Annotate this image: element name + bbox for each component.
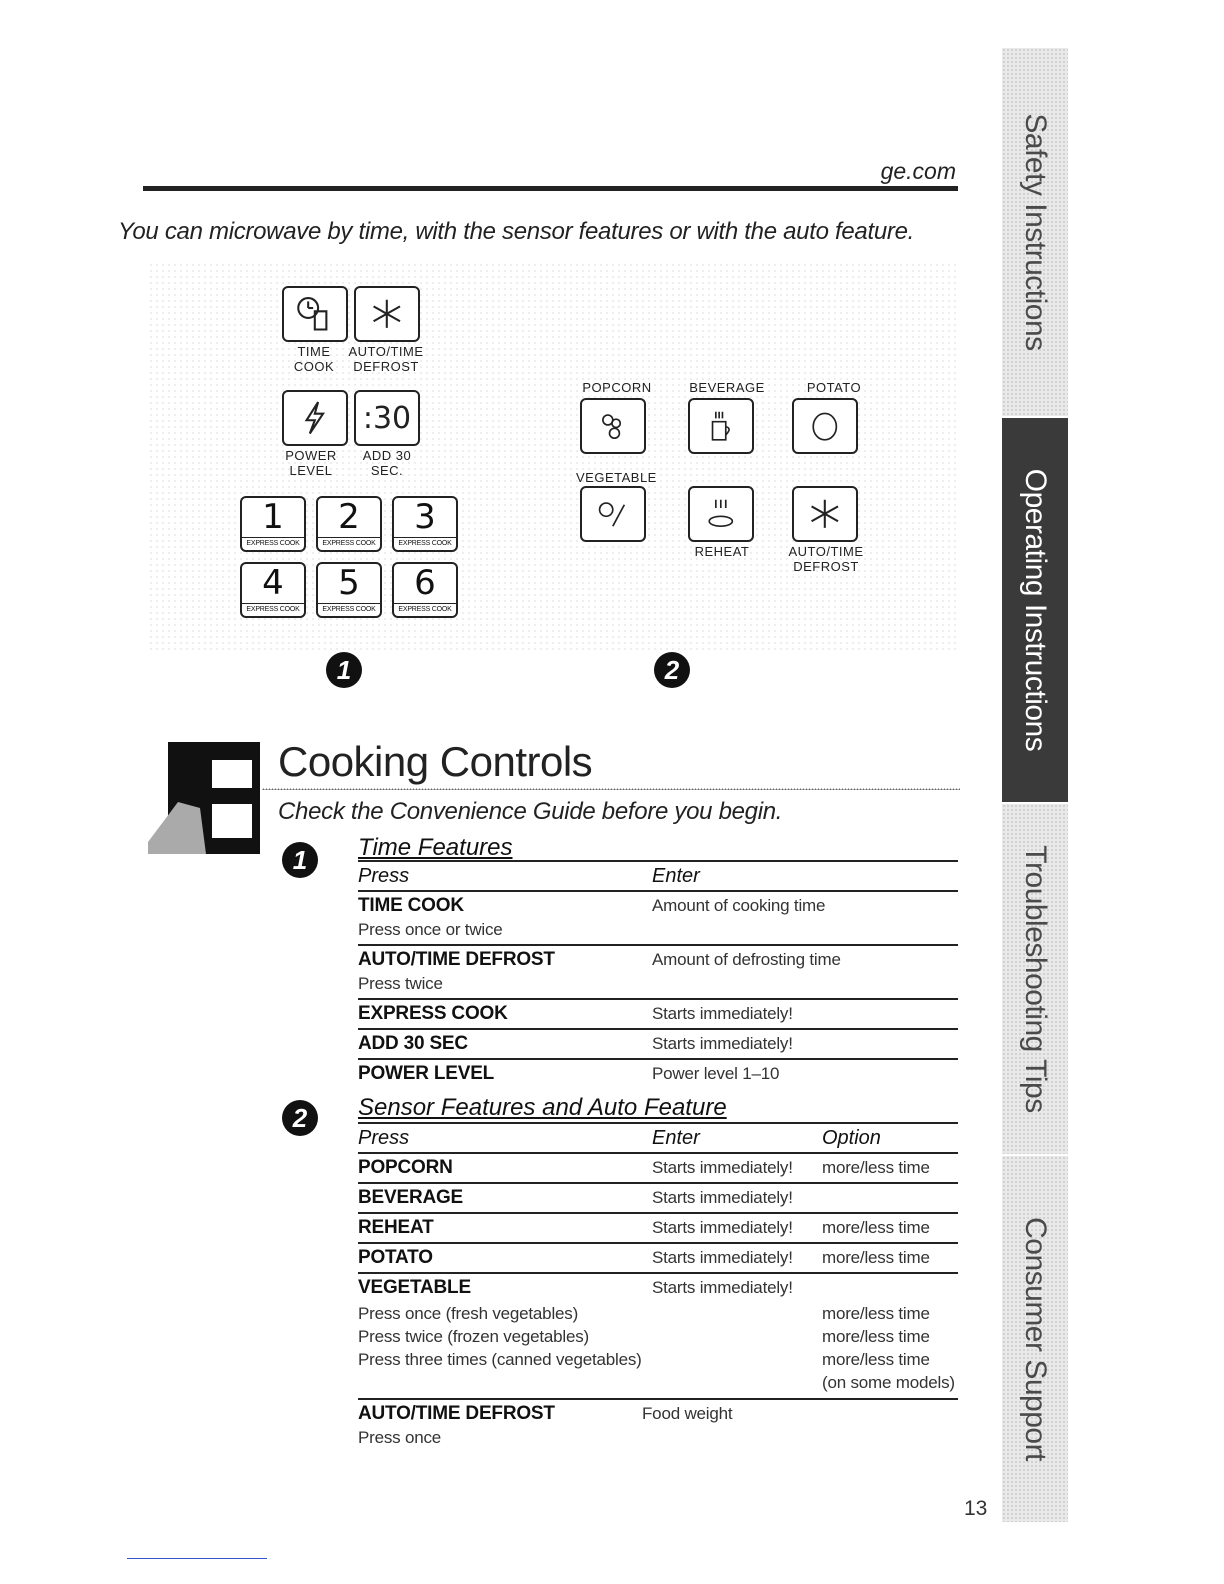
tab-operating-instructions[interactable]: Operating Instructions: [1002, 418, 1068, 802]
table-row: [358, 944, 958, 998]
row-name: EXPRESS COOK: [358, 1003, 508, 1024]
row-enter: Starts immediately!: [652, 1188, 793, 1207]
row-option: (on some models): [822, 1373, 955, 1392]
row-note: Press once (fresh vegetables): [358, 1304, 579, 1323]
row-name: VEGETABLE: [358, 1277, 471, 1298]
time-cook-label: TIME COOK: [293, 344, 335, 374]
table-row: [358, 998, 958, 1028]
express-key-3: 3 EXPRESS COOK: [392, 496, 458, 552]
row-enter: Power level 1–10: [652, 1064, 780, 1083]
row-note: Press three times (canned vegetables): [358, 1350, 642, 1369]
potato-icon: [800, 405, 850, 447]
col-enter: Enter: [652, 1127, 700, 1149]
row-name: ADD 30 SEC: [358, 1033, 468, 1054]
section-title: Cooking Controls: [278, 738, 593, 785]
time-features-heading: Time Features: [358, 834, 513, 861]
snowflake-icon: [800, 493, 850, 535]
tab-troubleshooting-tips[interactable]: Troubleshooting Tips: [1002, 804, 1068, 1154]
express-key-4: 4 EXPRESS COOK: [240, 562, 306, 618]
table-header-row: [358, 860, 958, 890]
table-row: [358, 1242, 958, 1272]
auto-defrost-key-right: [792, 486, 858, 542]
row-name: AUTO/TIME DEFROST: [358, 1403, 555, 1424]
table-row: [358, 1182, 958, 1212]
row-enter: Amount of defrosting time: [652, 950, 841, 969]
row-enter: Starts immediately!: [652, 1218, 793, 1237]
intro-text: You can microwave by time, with the sensor features or with the auto feature.: [118, 218, 914, 245]
table-row: [358, 1212, 958, 1242]
potato-key: [792, 398, 858, 454]
row-enter: Starts immediately!: [652, 1158, 793, 1177]
table-row: [358, 1398, 958, 1452]
page-number: 13: [964, 1497, 988, 1520]
popcorn-icon: [588, 405, 638, 447]
row-enter: Amount of cooking time: [652, 896, 826, 915]
power-level-label: POWER LEVEL: [285, 448, 337, 478]
row-name: AUTO/TIME DEFROST: [358, 949, 555, 970]
tab-consumer-support[interactable]: Consumer Support: [1002, 1156, 1068, 1522]
row-note: Press twice: [358, 974, 443, 993]
row-enter: Starts immediately!: [652, 1248, 793, 1267]
reheat-plate-icon: [696, 493, 746, 535]
row-name: POTATO: [358, 1247, 433, 1268]
col-option: Option: [822, 1127, 881, 1149]
row-option: more/less time: [822, 1248, 930, 1267]
beverage-label: BEVERAGE: [689, 380, 765, 395]
section-rule: [262, 788, 960, 790]
time-features-table: [358, 860, 958, 1088]
table-row: [358, 1058, 958, 1088]
table-header-row: [358, 1122, 958, 1152]
reheat-key: [688, 486, 754, 542]
row-enter: Starts immediately!: [652, 1278, 793, 1297]
express-key-2: 2 EXPRESS COOK: [316, 496, 382, 552]
beverage-key: [688, 398, 754, 454]
row-name: POWER LEVEL: [358, 1063, 495, 1084]
row-enter: Starts immediately!: [652, 1004, 793, 1023]
time-cook-key: [282, 286, 348, 342]
add-30-label: ADD 30 SEC.: [362, 448, 412, 478]
row-name: TIME COOK: [358, 895, 464, 916]
site-url: ge.com: [880, 158, 956, 184]
header-rule: [143, 186, 958, 191]
row-enter: Starts immediately!: [652, 1034, 793, 1053]
row-enter: Food weight: [642, 1404, 733, 1423]
express-key-6: 6 EXPRESS COOK: [392, 562, 458, 618]
section-subtitle: Check the Convenience Guide before you begin.: [278, 798, 783, 825]
auto-defrost-label-left: AUTO/TIME DEFROST: [348, 344, 424, 374]
table-row: [358, 890, 958, 944]
col-press: Press: [358, 1127, 410, 1149]
col-press: Press: [358, 865, 410, 887]
cup-icon: [696, 405, 746, 447]
auto-defrost-label-right: AUTO/TIME DEFROST: [788, 544, 864, 574]
hand-clock-icon: [290, 293, 340, 335]
row-option: more/less time: [822, 1158, 930, 1177]
sensor-features-badge: 2: [282, 1100, 318, 1136]
col-enter: Enter: [652, 865, 700, 887]
panel-badge-2: 2: [654, 652, 690, 688]
bottom-link-underline: [127, 1558, 267, 1559]
popcorn-label: POPCORN: [582, 380, 652, 395]
table-row: [358, 1028, 958, 1058]
row-name: BEVERAGE: [358, 1187, 464, 1208]
row-option: more/less time: [822, 1327, 930, 1346]
section-tabs: [1002, 48, 1068, 1522]
control-panel-illustration: [148, 262, 960, 650]
row-name: POPCORN: [358, 1157, 453, 1178]
reheat-label: REHEAT: [694, 544, 750, 559]
time-features-badge: 1: [282, 842, 318, 878]
table-row: [358, 1272, 958, 1398]
lightning-icon: [290, 397, 340, 439]
sensor-features-heading: Sensor Features and Auto Feature: [358, 1094, 727, 1121]
row-option: more/less time: [822, 1304, 930, 1323]
power-level-key: [282, 390, 348, 446]
auto-defrost-key-left: [354, 286, 420, 342]
vegetable-icon: [588, 493, 638, 535]
row-option: more/less time: [822, 1218, 930, 1237]
snowflake-icon: [362, 293, 412, 335]
table-row: [358, 1152, 958, 1182]
popcorn-key: [580, 398, 646, 454]
vegetable-label: VEGETABLE: [576, 470, 657, 485]
panel-badge-1: 1: [326, 652, 362, 688]
potato-label: POTATO: [806, 380, 862, 395]
row-note: Press twice (frozen vegetables): [358, 1327, 589, 1346]
vegetable-key: [580, 486, 646, 542]
sensor-features-table: [358, 1122, 958, 1452]
tab-safety-instructions[interactable]: Safety Instructions: [1002, 48, 1068, 416]
express-key-1: 1 EXPRESS COOK: [240, 496, 306, 552]
express-key-5: 5 EXPRESS COOK: [316, 562, 382, 618]
row-note: Press once: [358, 1428, 442, 1447]
cooking-controls-icon: [148, 742, 260, 854]
row-option: more/less time: [822, 1350, 930, 1369]
row-name: REHEAT: [358, 1217, 434, 1238]
add-30-key: :30: [354, 390, 420, 446]
row-note: Press once or twice: [358, 920, 503, 939]
